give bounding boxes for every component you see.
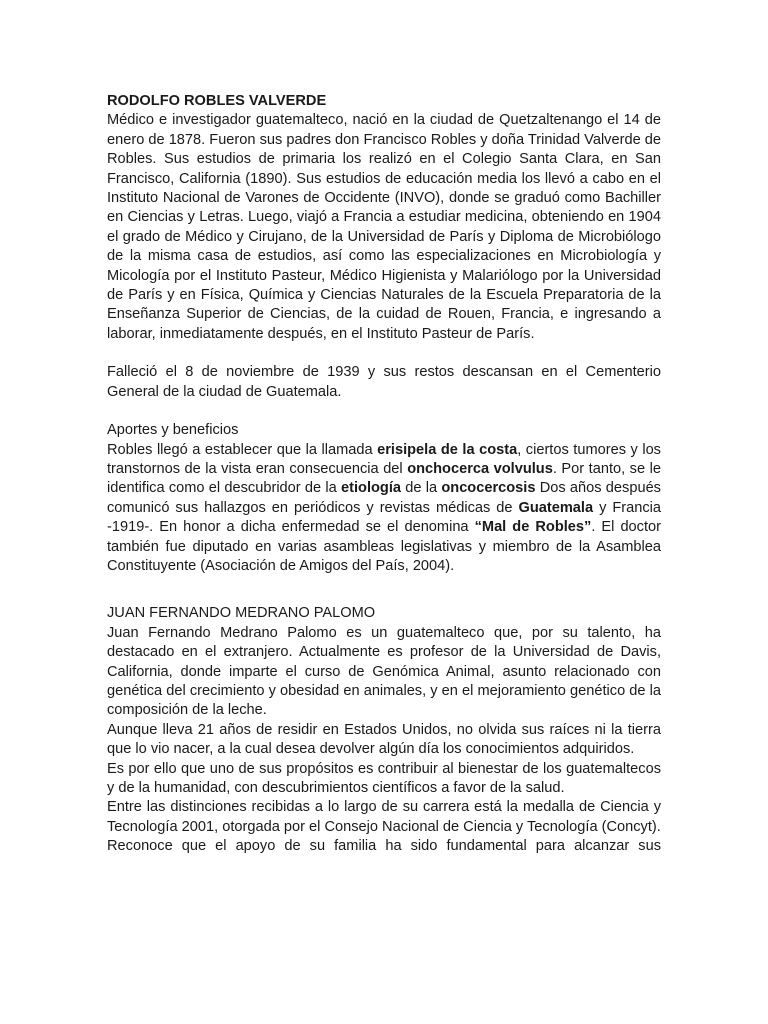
paragraph-gap [107,344,661,363]
section-gap [107,576,661,604]
robles-biography-paragraph: Médico e investigador guatemalteco, nació en la ciudad de Quetzaltenango el 14 de enero de 1878. Fueron sus padres don Francisco Robles y doña Trinidad Valverde de Robles. Sus estudios de primaria los realizó en el Colegio Santa Clara, en San Francisco, California (1890). Sus estudios de educación media los llevó a cabo en el Instituto Nacional de Varones de Occidente (INVO), donde se graduó como Bachiller en Ciencias y Letras. Luego, viajó a Francia a estudiar medicina, obteniendo en 1904 el grado de Médico y Cirujano, de la Universidad de París y Diploma de Microbiólogo de la misma casa de estudios, así como las especializaciones en Microbiología y Micología por el Instituto Pasteur, Médico Higienista y Malariólogo por la Universidad de París y en Física, Química y Ciencias Naturales de la Escuela Preparatoria de la Enseñanza Superior de Ciencias, de la cuidad de Rouen, Francia, e ingresando a laborar, inmediatamente después, en el Instituto Pasteur de París. [107,112,661,342]
medrano-intro-paragraph: Juan Fernando Medrano Palomo es un guatemalteco que, por su talento, ha destacado en el extranjero. Actualmente es profesor de la Universidad de Davis, California, donde imparte el curso de Genómica Animal, asunto relacionado con genética del crecimiento y obesidad en animales, y en el mejoramiento genético de la composición de la leche. [107,624,661,719]
medrano-residence-paragraph: Aunque lleva 21 años de residir en Estados Unidos, no olvida sus raíces ni la tierra que lo vio nacer, a la cual desea devolver algún día los conocimientos adquiridos. [107,721,661,758]
text-run: , ciertos tumores y los transtornos de la vista eran consecuencia del [107,441,661,477]
bold-term-onchocerca: onchocerca volvulus [407,460,553,477]
medrano-family-paragraph: Reconoce que el apoyo de su familia ha sido fundamental para alcanzar sus [107,838,661,855]
text-run: Dos años después comunicó sus hallazgos en periódicos y revistas médicas de [107,480,661,516]
text-run: . Por tanto, se le identifica como el descubridor de la [107,460,661,497]
text-run: de la [401,480,442,497]
bold-term-etiologia: etiología [341,480,401,497]
bold-term-erisipela: erisipela de la costa [377,441,518,458]
contributions-subheading: Aportes y beneficios [107,422,239,439]
bold-term-mal-de-robles: “Mal de Robles” [474,519,592,536]
text-run: y Francia -1919-. En honor a dicha enfermedad se el denomina [107,499,661,536]
document-page [107,88,661,857]
section-title-medrano: JUAN FERNANDO MEDRANO PALOMO [107,605,376,622]
robles-contributions-paragraph [107,441,661,577]
medrano-distinctions-paragraph: Entre las distinciones recibidas a lo largo de su carrera está la medalla de Ciencia y Tecnología 2001, otorgada por el Consejo Nacional de Ciencia y Tecnología (Concyt). [107,799,661,835]
bold-term-guatemala: Guatemala [518,499,594,516]
robles-death-paragraph: Falleció el 8 de noviembre de 1939 y sus restos descansan en el Cementerio General de la ciudad de Guatemala. [107,364,661,400]
text-run: . El doctor también fue diputado en varias asambleas legislativas y miembro de la Asamblea Constituyente (Asociación de Amigos del País, 2004). [107,519,661,574]
bold-term-oncocercosis: oncocercosis [441,480,536,497]
paragraph-gap [107,402,661,421]
text-run: Robles llegó a establecer que la llamada [107,441,378,458]
medrano-purpose-paragraph: Es por ello que uno de sus propósitos es contribuir al bienestar de los guatemaltecos y de la humanidad, con descubrimientos científicos a favor de la salud. [107,760,661,796]
section-title-robles: RODOLFO ROBLES VALVERDE [107,93,327,109]
